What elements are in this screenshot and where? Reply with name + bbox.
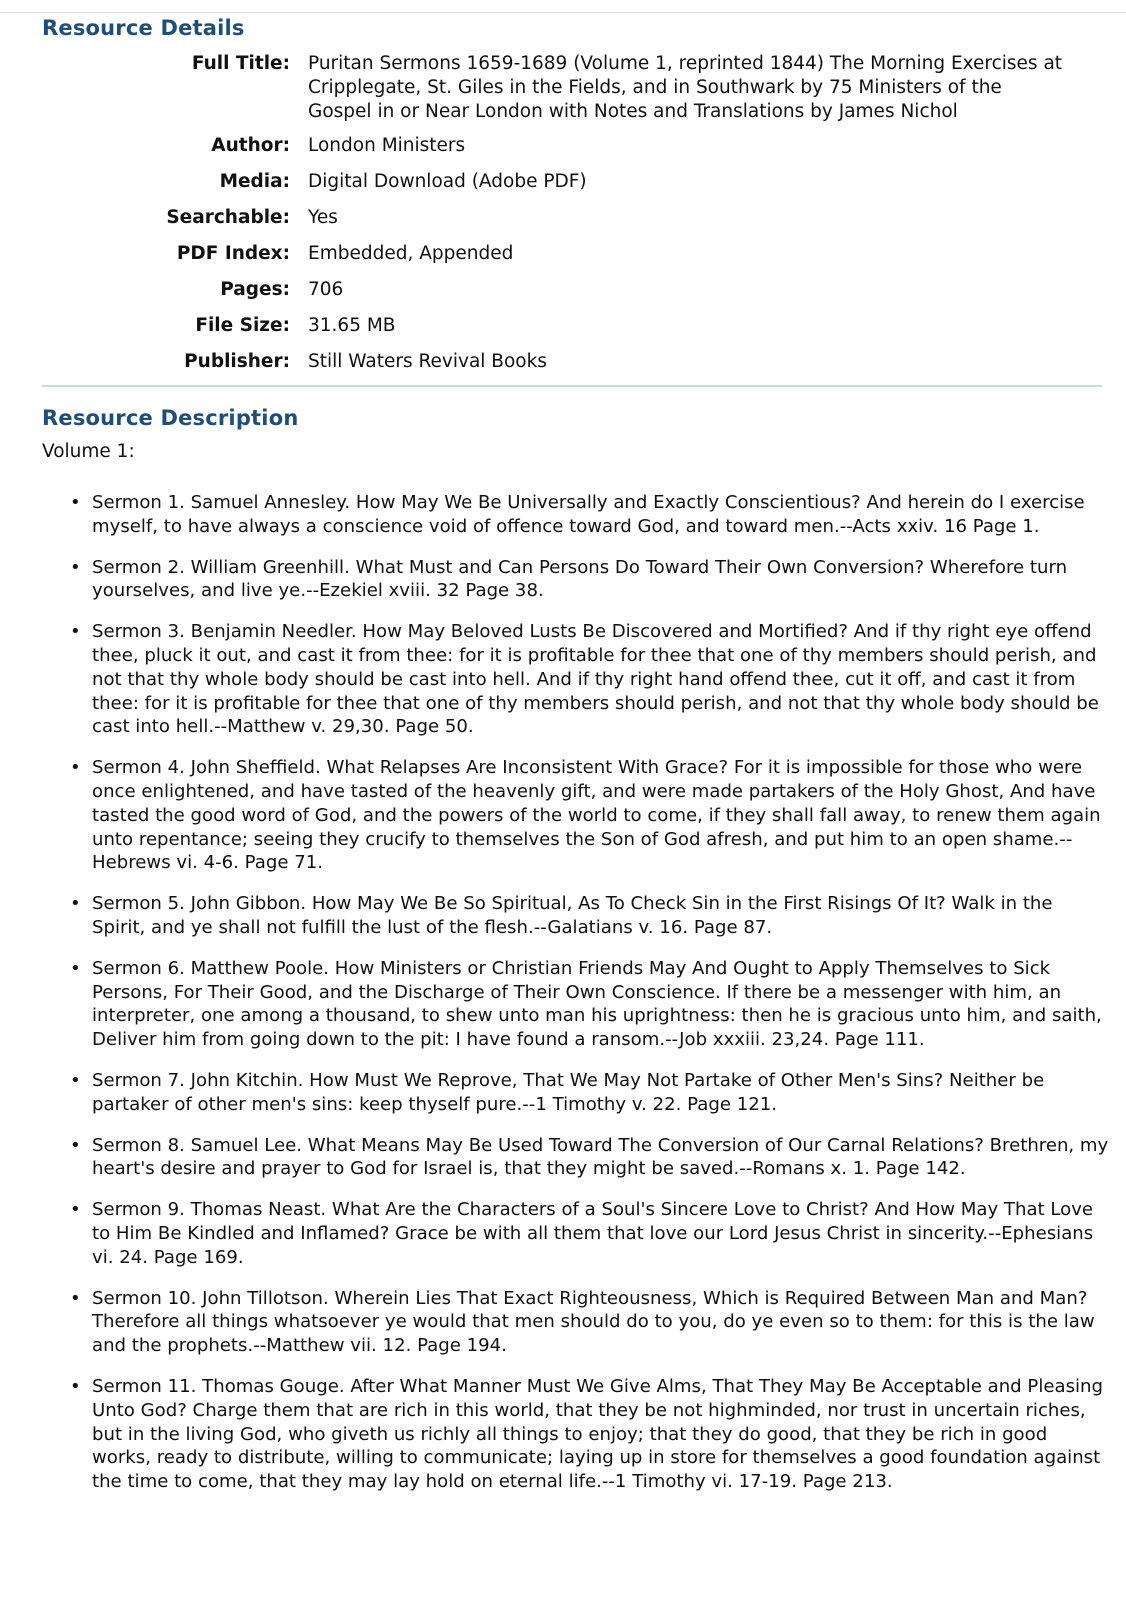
sermon-text: Sermon 5. John Gibbon. How May We Be So Spiritual, As To Check Sin in the First Risings Of It? Walk in the Spirit, and ye shall not fulfill the lust of the flesh.--Galatians v. 16. Page 87. — [92, 893, 1053, 938]
sermon-text: Sermon 8. Samuel Lee. What Means May Be Used Toward The Conversion of Our Carnal Relations? Brethren, my heart's desire and prayer to God for Israel is, that they might be saved.--Romans x. 1. Page 142. — [92, 1134, 1109, 1180]
sermon-text: Sermon 4. John Sheffield. What Relapses Are Inconsistent With Grace? For it is impossible for those who were once enlightened, and have tasted of the heavenly gift, and were made partakers of the Holy Ghost, And have tasted the good word of God, and the powers of the world to come, if they shall fall away, to renew them again unto repentance; seeing they crucify to themselves the Son of God afresh, and put him to an open shame.--Hebrews vi. 4-6. Page 71. — [92, 757, 1101, 874]
bullet-icon: • — [70, 492, 81, 513]
detail-value: Embedded, Appended — [308, 243, 514, 264]
list-item — [70, 1198, 1110, 1269]
detail-row-media — [0, 170, 1126, 206]
bullet-icon: • — [70, 1134, 81, 1156]
resource-description-heading: Resource Description — [42, 406, 299, 430]
detail-label: Searchable: — [166, 207, 290, 228]
sermon-text: Sermon 6. Matthew Poole. How Ministers or Christian Friends May And Ought to Apply Themselves to Sick Persons, For Their Good, and the Discharge of Their Own Conscience. If there be a messenger with him, an interpreter, one among a thousand, to shew unto man his uprightness: then he is gracious unto him, and saith, Deliver him from going down to the pit: I have found a ransom.--Job xxxiii. 23,24. Page 111. — [92, 957, 1102, 1051]
bullet-icon: • — [70, 1199, 81, 1221]
bullet-icon: • — [70, 1287, 81, 1309]
bullet-icon: • — [70, 556, 81, 578]
list-item — [70, 1287, 1110, 1358]
list-item — [70, 957, 1110, 1052]
list-item — [70, 620, 1110, 739]
detail-value: 706 — [308, 279, 344, 300]
detail-label: Author: — [211, 135, 290, 156]
resource-details-table — [0, 52, 1126, 386]
detail-label: Full Title: — [191, 53, 290, 74]
resource-details-heading: Resource Details — [42, 16, 245, 40]
list-item — [70, 556, 1110, 604]
list-item — [70, 1375, 1110, 1494]
detail-value: Digital Download (Adobe PDF) — [308, 171, 587, 192]
sermon-text: Sermon 9. Thomas Neast. What Are the Characters of a Soul's Sincere Love to Christ? And How May That Love to Him Be Kindled and Inflamed? Grace be with all them that love our Lord Jesus Christ in sincerity.--Ephesians vi. 24. Page 169. — [92, 1199, 1094, 1268]
detail-row-author — [0, 134, 1126, 170]
detail-value: Still Waters Revival Books — [308, 351, 547, 372]
bullet-icon: • — [70, 1069, 81, 1091]
list-item — [70, 1134, 1110, 1182]
bullet-icon: • — [70, 1375, 81, 1397]
volume-label: Volume 1: — [42, 441, 135, 462]
section-divider — [42, 385, 1102, 387]
list-item — [70, 1069, 1110, 1117]
detail-value: 31.65 MB — [308, 315, 396, 336]
bullet-icon: • — [70, 893, 81, 915]
detail-row-full-title — [0, 52, 1126, 134]
detail-label: Pages: — [220, 279, 290, 300]
detail-value: Puritan Sermons 1659-1689 (Volume 1, reprinted 1844) The Morning Exercises at Cripplegate, St. Giles in the Fields, and in Southwark by 75 Ministers of the Gospel in or Near London with Notes and Translations by James Nichol — [308, 53, 1063, 122]
sermon-list — [70, 491, 1110, 1511]
bullet-icon: • — [70, 757, 81, 779]
detail-value: London Ministers — [308, 135, 466, 156]
list-item — [70, 491, 1110, 539]
detail-row-pdf-index — [0, 242, 1126, 278]
detail-row-file-size — [0, 314, 1126, 350]
detail-label: Publisher: — [184, 351, 290, 372]
bullet-icon: • — [70, 957, 81, 979]
detail-label: Media: — [219, 171, 290, 192]
list-item — [70, 892, 1110, 940]
sermon-text: Sermon 11. Thomas Gouge. After What Manner Must We Give Alms, That They May Be Acceptable and Pleasing Unto God? Charge them that are rich in this world, that they be not highminded, nor trust in uncertain riches, but in the living God, who giveth us richly all things to enjoy; that they do good, that they be rich in good works, ready to distribute, willing to communicate; laying up in store for themselves a good foundation against the time to come, that they may lay hold on eternal life.--1 Timothy vi. 17-19. Page 213. — [92, 1375, 1103, 1493]
detail-value: Yes — [308, 207, 338, 228]
detail-label: PDF Index: — [176, 243, 290, 264]
detail-row-pages — [0, 278, 1126, 314]
detail-label: File Size: — [195, 315, 290, 336]
sermon-text: Sermon 3. Benjamin Needler. How May Beloved Lusts Be Discovered and Mortified? And if thy right eye offend thee, pluck it out, and cast it from thee: for it is profitable for thee that one of thy members should perish, and not that thy whole body should be cast into hell. And if thy right hand offend thee, cut it off, and cast it from thee: for it is profitable for thee that one of thy members should perish, and not that thy whole body should be cast into hell.--Matthew v. 29,30. Page 50. — [92, 621, 1099, 738]
detail-row-publisher — [0, 350, 1126, 386]
sermon-text: Sermon 2. William Greenhill. What Must and Can Persons Do Toward Their Own Conversion? Wherefore turn yourselves, and live ye.--Ezekiel xviii. 32 Page 38. — [92, 556, 1068, 602]
bullet-icon: • — [70, 621, 81, 643]
sermon-text: Sermon 10. John Tillotson. Wherein Lies That Exact Righteousness, Which is Required Between Man and Man? Therefore all things whatsoever ye would that men should do to you, do ye even so to them: for this is the law and the prophets.--Matthew vii. 12. Page 194. — [92, 1287, 1095, 1357]
top-divider — [0, 12, 1126, 13]
detail-row-searchable — [0, 206, 1126, 242]
sermon-text: Sermon 1. Samuel Annesley. How May We Be Universally and Exactly Conscientious? And herein do I exercise myself, to have always a conscience void of offence toward God, and toward men.--Acts xxiv. 16 Page 1. — [92, 492, 1085, 537]
sermon-text: Sermon 7. John Kitchin. How Must We Reprove, That We May Not Partake of Other Men's Sins? Neither be partaker of other men's sins: keep thyself pure.--1 Timothy v. 22. Page 121. — [92, 1069, 1045, 1115]
list-item — [70, 756, 1110, 875]
